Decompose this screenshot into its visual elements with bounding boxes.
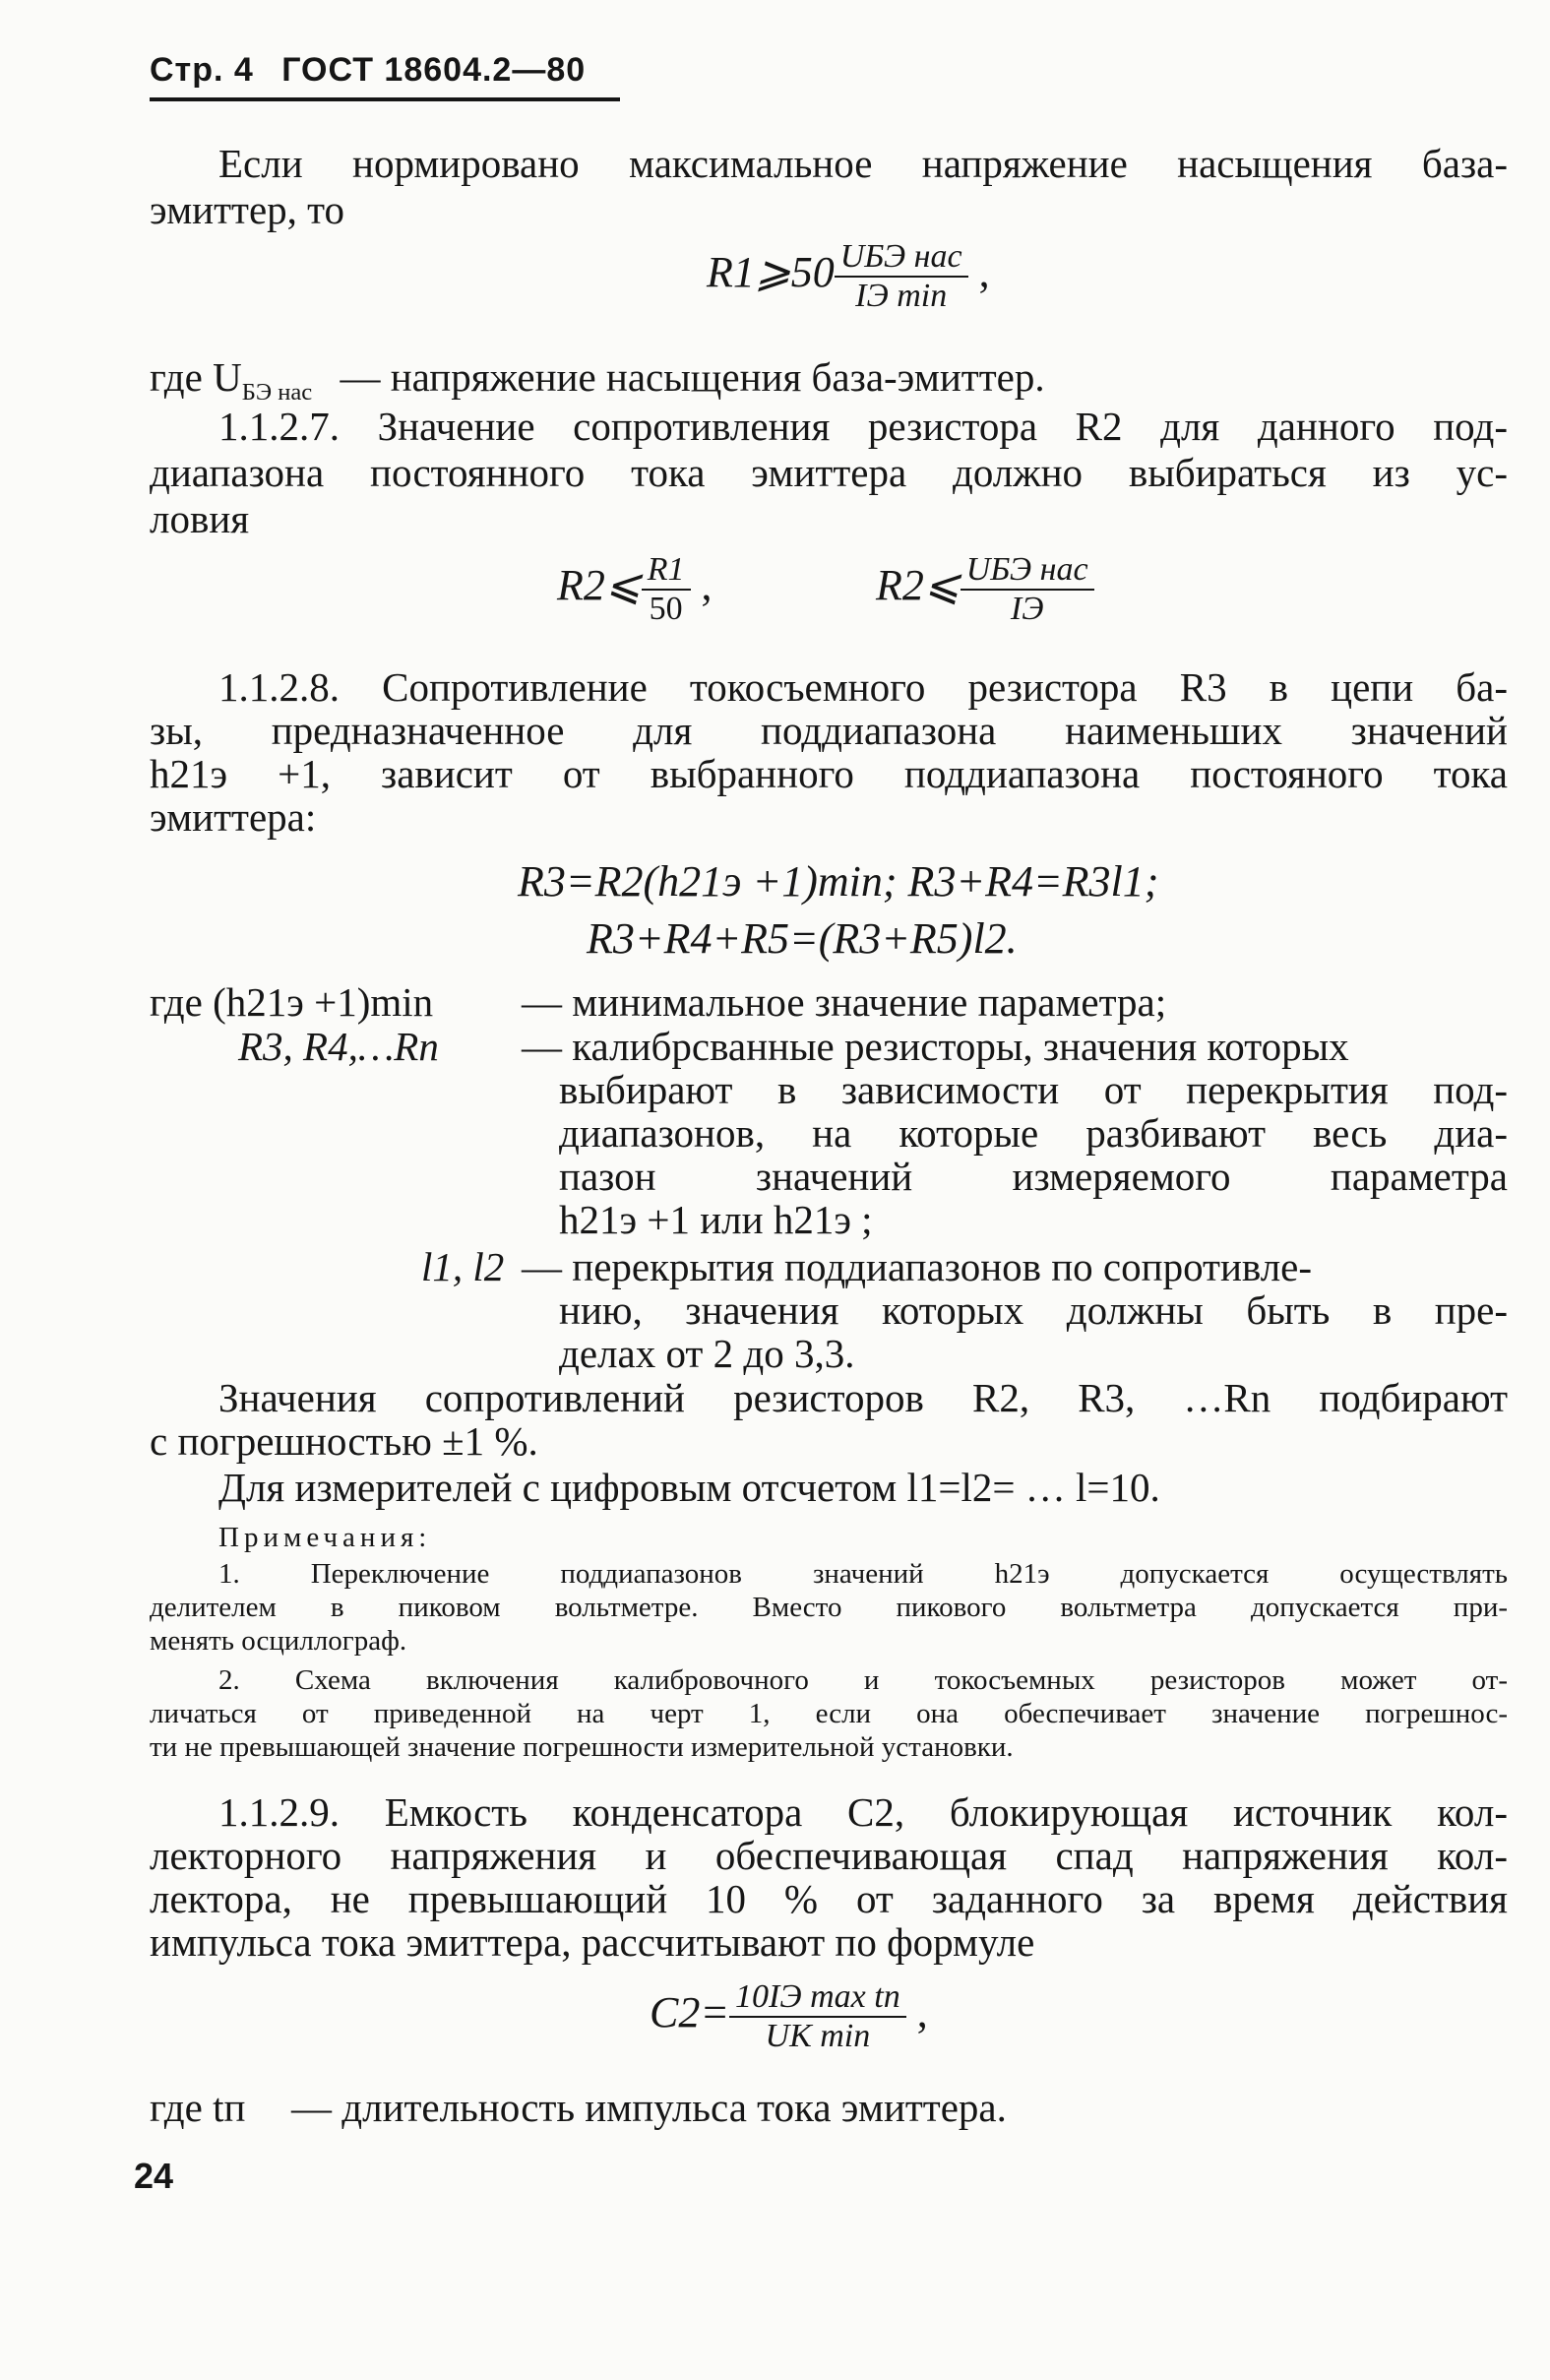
formula-r3-line2: R3+R4+R5=(R3+R5)l2. <box>587 914 1018 963</box>
formula-r3-line1: R3=R2(h21э +1)min; R3+R4=R3l1; <box>518 857 1159 906</box>
formula-numerator: 10IЭ max tп <box>729 1978 906 2018</box>
definition-text: — длительность импульса тока эмиттера. <box>291 2085 1007 2130</box>
paragraph-line: эмиттер, то <box>150 187 345 232</box>
formula-fraction <box>729 1978 906 2055</box>
page-header <box>150 51 620 101</box>
formula-tail: , <box>916 1988 928 2037</box>
definition-term: где tп <box>150 2085 246 2130</box>
formula-lhs: C2= <box>650 1988 730 2037</box>
definition-term: где U <box>150 354 242 400</box>
paragraph-line: диапазона постоянного тока эмиттера должно выбираться из ус- <box>150 450 1508 495</box>
paragraph-line: с погрешностью ±1 %. <box>150 1418 538 1464</box>
formula-numerator: UБЭ нас <box>961 551 1094 591</box>
definition-text: делах от 2 до 3,3. <box>559 1331 855 1376</box>
formula-denominator: IЭ <box>1010 591 1044 627</box>
paragraph-line: эмиттера: <box>150 794 317 840</box>
definition-text: нию, значения которых должны быть в пре- <box>559 1287 1508 1333</box>
formula-c2 <box>650 1978 928 2055</box>
definition-text: — напряжение насыщения база-эмиттер. <box>340 354 1045 400</box>
definition-text: h21э +1 или h21э ; <box>559 1197 873 1242</box>
definition-text: — минимальное значение параметра; <box>522 979 1167 1025</box>
definition-text: диапазонов, на которые разбивают весь диа- <box>559 1110 1508 1156</box>
paragraph-line: Значения сопротивлений резисторов R2, R3, …Rn подбирают <box>218 1375 1508 1420</box>
page-number: 24 <box>134 2156 174 2196</box>
formula-lhs: R2⩽ <box>876 561 961 610</box>
paragraph-line: лекторного напряжения и обеспечивающая спад напряжения кол- <box>150 1833 1508 1878</box>
definition-text: выбирают в зависимости от перекрытия под- <box>559 1067 1508 1112</box>
note-line: 2. Схема включения калибровочного и токосъемных резисторов может от- <box>218 1664 1508 1696</box>
definition-text: — перекрытия поддиапазонов по сопротивле- <box>522 1244 1313 1289</box>
formula-r1 <box>707 238 990 315</box>
formula-fraction <box>961 551 1094 628</box>
formula-tail: , <box>978 248 990 297</box>
paragraph-line: h21э +1, зависит от выбранного поддиапазона постояного тока <box>150 751 1508 796</box>
definition-term: l1, l2 <box>421 1244 505 1289</box>
paragraph-line: 1.1.2.7. Значение сопротивления резистора R2 для данного под- <box>218 404 1508 449</box>
note-line: личаться от приведенной на черт 1, если она обеспечивает значение погрешнос- <box>150 1698 1508 1729</box>
paragraph-line: Если нормировано максимальное напряжение насыщения база- <box>218 141 1508 186</box>
formula-tail: , <box>701 561 713 610</box>
formula-r2-a <box>557 551 713 628</box>
note-line: менять осциллограф. <box>150 1625 407 1657</box>
note-line: делителем в пиковом вольтметре. Вместо пикового вольтметра допускается при- <box>150 1592 1508 1623</box>
formula-r2-b <box>876 551 1094 628</box>
header-standard: ГОСТ 18604.2—80 <box>281 51 587 89</box>
definition-term-sub: БЭ нас <box>241 379 313 407</box>
formula-fraction <box>835 238 968 315</box>
paragraph-line: импульса тока эмиттера, рассчитывают по формуле <box>150 1919 1035 1965</box>
paragraph-line: 1.1.2.9. Емкость конденсатора C2, блокирующая источник кол- <box>218 1789 1508 1835</box>
paragraph-line: лектора, не превышающий 10 % от заданного за время действия <box>150 1876 1508 1921</box>
formula-denominator: IЭ min <box>855 278 948 314</box>
note-line: 1. Переключение поддиапазонов значений h21э допускается осуществлять <box>218 1558 1508 1590</box>
notes-title: Примечания: <box>218 1522 432 1553</box>
formula-numerator: R1 <box>642 551 691 591</box>
formula-fraction <box>642 551 691 628</box>
formula-lhs: R2⩽ <box>557 561 642 610</box>
note-line: ти не превышающей значение погрешности измерительной установки. <box>150 1731 1014 1763</box>
paragraph-line: 1.1.2.8. Сопротивление токосъемного резистора R3 в цепи ба- <box>218 664 1508 710</box>
definition-term: где (h21э +1)min <box>150 979 434 1025</box>
definition-text: — калибрсванные резисторы, значения которых <box>522 1024 1349 1069</box>
paragraph-line: Для измерителей с цифровым отсчетом l1=l2= … l=10. <box>218 1465 1160 1510</box>
formula-denominator: UK min <box>765 2018 871 2054</box>
formula-numerator: UБЭ нас <box>835 238 968 278</box>
paragraph-line: ловия <box>150 496 250 541</box>
paragraph-line: зы, предназначенное для поддиапазона наименьших значений <box>150 708 1508 753</box>
definition-text: пазон значений измеряемого параметра <box>559 1154 1508 1199</box>
definition-term: R3, R4,…Rn <box>238 1024 439 1069</box>
header-page-label: Стр. 4 <box>150 51 254 89</box>
formula-lhs: R1⩾50 <box>707 248 835 297</box>
formula-denominator: 50 <box>649 591 683 627</box>
